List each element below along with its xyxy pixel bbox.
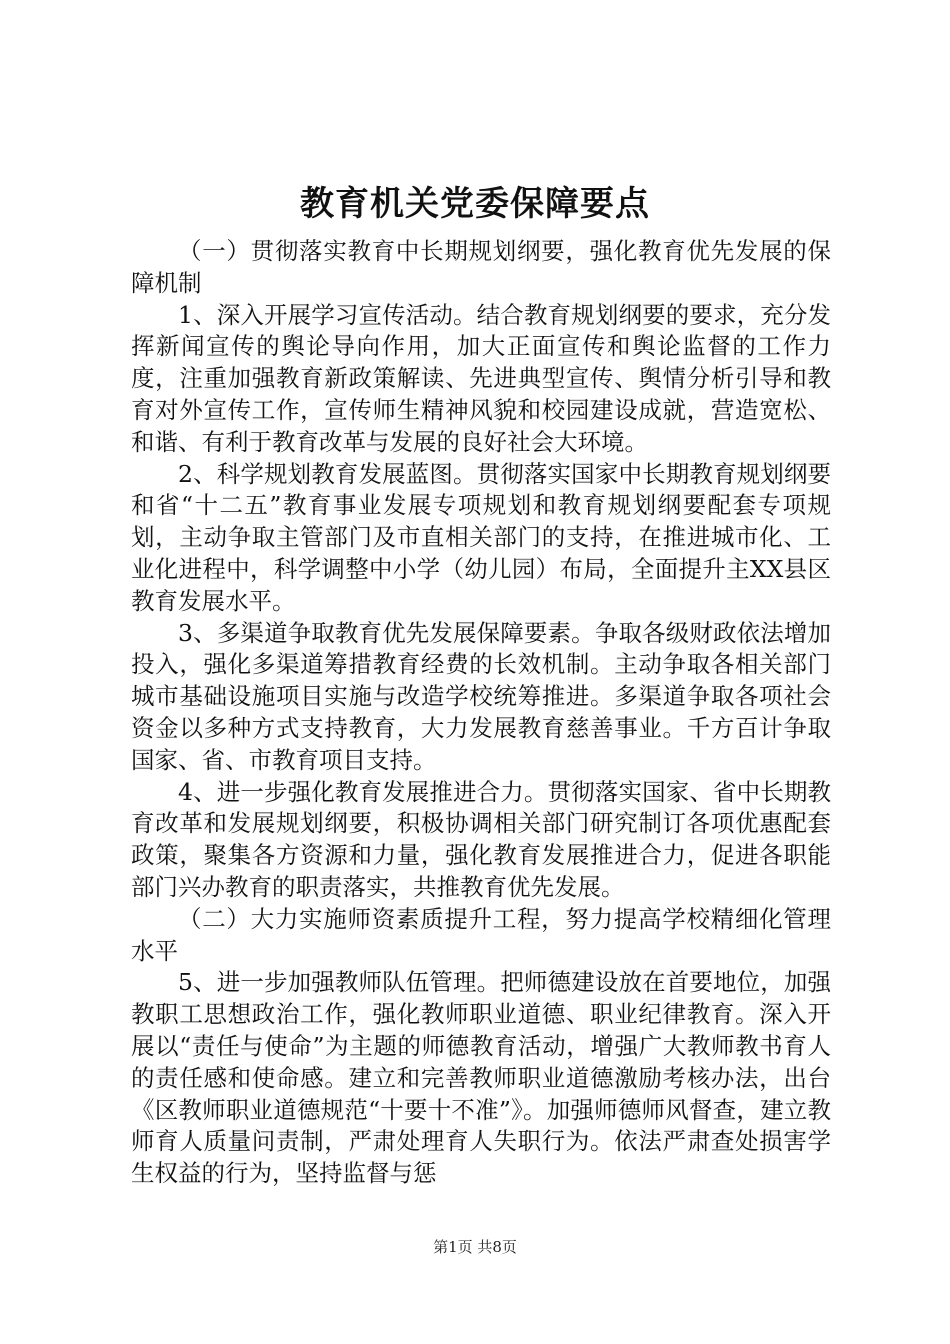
section-heading-1: （一）贯彻落实教育中长期规划纲要，强化教育优先发展的保障机制	[131, 237, 831, 297]
paragraph-item-5: 5、进一步加强教师队伍管理。把师德建设放在首要地位，加强教职工思想政治工作，强化教师职业道德、职业纪律教育。深入开展以“责任与使命”为主题的师德教育活动，增强广大教师教书育人的责任感和使命感。建立和完善教师职业道德激励考核办法，出台《区教师职业道德规范“十要十不准”》。加强师德师风督查，建立教师育人质量问责制，严肃处理育人失职行为。依法严肃查处损害学生权益的行为，坚持监督与惩	[131, 968, 831, 1188]
page-footer: 第1页 共8页	[433, 1238, 517, 1256]
paragraph-item-3: 3、多渠道争取教育优先发展保障要素。争取各级财政依法增加投入，强化多渠道筹措教育经费的长效机制。主动争取各相关部门城市基础设施项目实施与改造学校统筹推进。多渠道争取各项社会资金以多种方式支持教育，大力发展教育慈善事业。千方百计争取国家、省、市教育项目支持。	[131, 618, 831, 774]
document-title: 教育机关党委保障要点	[300, 184, 650, 224]
section-heading-2: （二）大力实施师资素质提升工程，努力提高学校精细化管理水平	[131, 904, 831, 965]
paragraph-item-1: 1、深入开展学习宣传活动。结合教育规划纲要的要求，充分发挥新闻宣传的舆论导向作用，加大正面宣传和舆论监督的工作力度，注重加强教育新政策解读、先进典型宣传、舆情分析引导和教育对外宣传工作，宣传师生精神风貌和校园建设成就，营造宽松、和谐、有利于教育改革与发展的良好社会大环境。	[131, 300, 831, 456]
document-body	[131, 236, 831, 1190]
paragraph-item-4: 4、进一步强化教育发展推进合力。贯彻落实国家、省中长期教育改革和发展规划纲要，积极协调相关部门研究制订各项优惠配套政策，聚集各方资源和力量，强化教育发展推进合力，促进各职能部门兴办教育的职责落实，共推教育优先发展。	[131, 777, 831, 901]
paragraph-item-2: 2、科学规划教育发展蓝图。贯彻落实国家中长期教育规划纲要和省“十二五”教育事业发展专项规划和教育规划纲要配套专项规划，主动争取主管部门及市直相关部门的支持，在推进城市化、工业化进程中，科学调整中小学（幼儿园）布局，全面提升主XX县区教育发展水平。	[131, 459, 831, 615]
